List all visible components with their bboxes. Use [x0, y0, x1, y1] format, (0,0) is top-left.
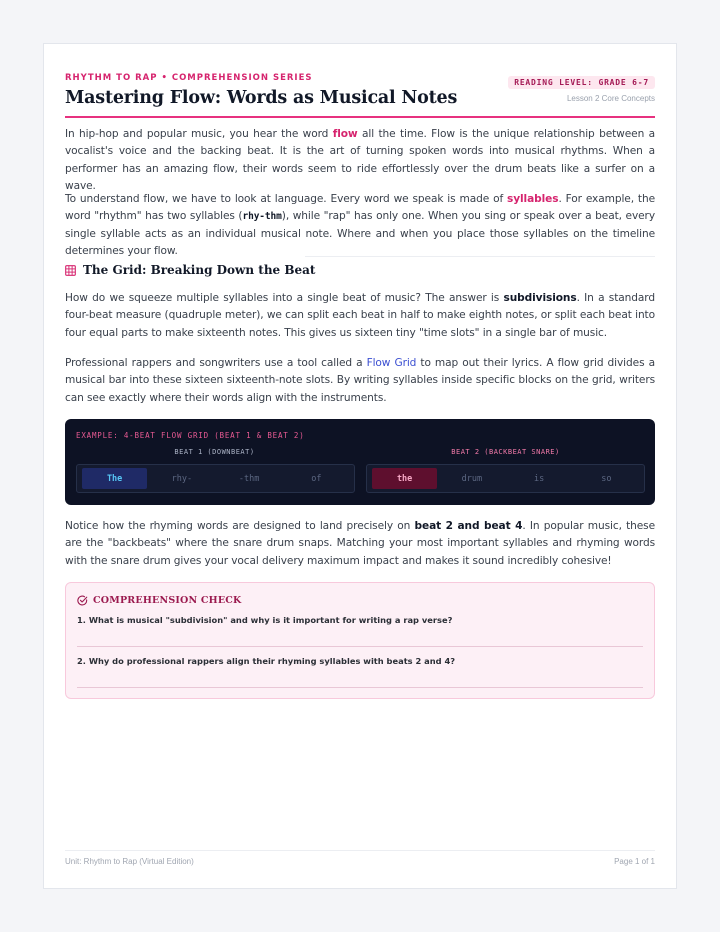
- beat-1-row: [76, 464, 355, 493]
- question-2: 2. Why do professional rappers align their rhyming syllables with beats 2 and 4?: [77, 656, 456, 666]
- syllables-term: syllables: [507, 193, 559, 205]
- intro-paragraph-1: In hip-hop and popular music, you hear the word flow all the time. Flow is the unique relationship between a vocalist's voice and the backing beat. It is the art of turning spoken words into musical rhythms. When a performer has an amazing flow, their words seem to ride effortlessly over the drum beats like a surfer on a wave.: [65, 128, 655, 192]
- section-title: The Grid: Breaking Down the Beat: [83, 263, 316, 277]
- series-label: RHYTHM TO RAP • COMPREHENSION SERIES: [65, 73, 313, 83]
- body-paragraph-5: Notice how the rhyming words are designed to land precisely on beat 2 and beat 4. In popular music, these are the "backbeats" where the snare drum snaps. Matching your most important syllables and rhyming words with the snare drum gives your vocal delivery maximum impact and makes it sound incredibly cohesive!: [65, 520, 655, 567]
- grid-slot: is: [534, 473, 545, 484]
- intro-paragraph-2: To understand flow, we have to look at language. Every word we speak is made of syllables. For example, the word "rhythm" has two syllables (rhy-thm), while "rap" has only one. When you sing or speak over a beat, every single syllable acts as an individual musical note. Where and when you place those syllables on the timeline determines your flow.: [65, 193, 655, 257]
- answer-line-1[interactable]: [77, 646, 643, 647]
- backbeat-term: beat 2 and beat 4: [414, 520, 523, 532]
- grid-slot: drum: [461, 473, 483, 484]
- check-title: COMPREHENSION CHECK: [93, 595, 242, 606]
- check-heading: [77, 595, 242, 606]
- answer-line-2[interactable]: [77, 687, 643, 688]
- grid-slot: the: [372, 468, 437, 489]
- page-title: Mastering Flow: Words as Musical Notes: [65, 88, 458, 108]
- section-divider: [305, 256, 655, 257]
- grid-slot: of: [311, 473, 322, 484]
- footer-page-number: Page 1 of 1: [614, 857, 655, 866]
- worksheet-page: [43, 43, 677, 889]
- title-divider: [65, 116, 655, 118]
- grid-slot: -thm: [238, 473, 260, 484]
- lesson-label: Lesson 2 Core Concepts: [566, 94, 655, 103]
- beat-2-caption: BEAT 2 (BACKBEAT SNARE): [451, 448, 560, 456]
- flow-grid-label: EXAMPLE: 4-BEAT FLOW GRID (BEAT 1 & BEAT 2): [76, 431, 305, 440]
- question-1: 1. What is musical "subdivision" and why is it important for writing a rap verse?: [77, 615, 453, 625]
- grid-slot: so: [601, 473, 612, 484]
- flow-grid-example: [65, 419, 655, 505]
- subdivisions-term: subdivisions: [503, 292, 577, 304]
- footer-divider: [65, 850, 655, 851]
- grid-slot: rhy-: [171, 473, 193, 484]
- footer-unit: Unit: Rhythm to Rap (Virtual Edition): [65, 857, 194, 866]
- beat-2-row: [366, 464, 645, 493]
- flow-grid-link[interactable]: Flow Grid: [366, 357, 417, 369]
- body-paragraph-4: Professional rappers and songwriters use a tool called a Flow Grid to map out their lyrics. A flow grid divides a musical bar into these sixteen sixteenth-note slots. By writing syllables inside specific blocks on the grid, writers can see exactly where their words align with the instruments.: [65, 357, 655, 404]
- grid-icon: [65, 265, 76, 276]
- syllable-code: rhy-thm: [242, 211, 282, 223]
- beat-1-caption: BEAT 1 (DOWNBEAT): [174, 448, 255, 456]
- check-circle-icon: [77, 595, 88, 606]
- flow-term: flow: [332, 128, 358, 140]
- grid-slot: The: [82, 468, 147, 489]
- reading-level-badge: READING LEVEL: GRADE 6-7: [508, 76, 655, 89]
- body-paragraph-3: How do we squeeze multiple syllables into a single beat of music? The answer is subdivisions. In a standard four-beat measure (quadruple meter), we can split each beat in half to make eighth notes, or split each beat into four equal parts to make sixteenth notes. This gives us sixteen tiny "time slots" in a single bar of music.: [65, 292, 655, 339]
- comprehension-check: [65, 582, 655, 699]
- section-heading: [65, 263, 315, 277]
